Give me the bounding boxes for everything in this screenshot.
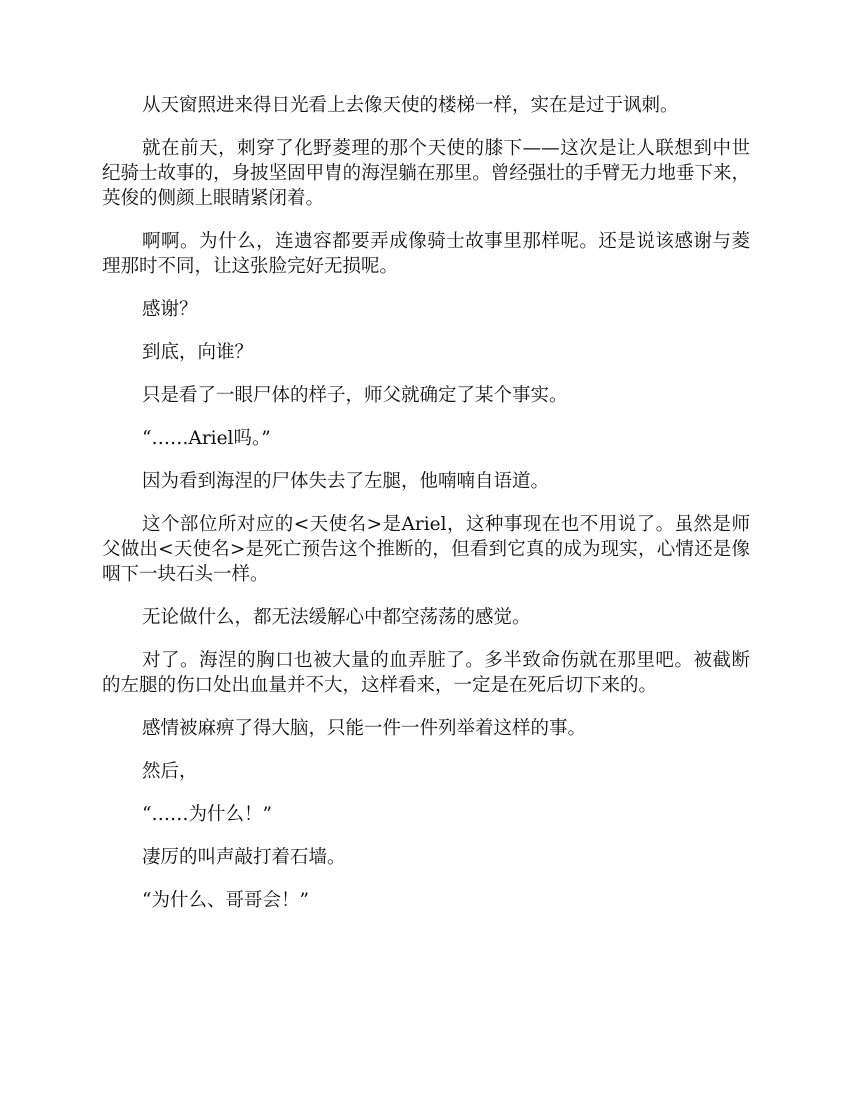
paragraph: 感情被麻痹了得大脑，只能一件一件列举着这样的事。 [142, 718, 587, 739]
dialogue-line: “……Ariel吗。” [142, 428, 271, 449]
paragraph: 从天窗照进来得日光看上去像天使的楼梯一样，实在是过于讽刺。 [142, 95, 679, 116]
paragraph: 凄厉的叫声敲打着石墙。 [142, 847, 346, 868]
paragraph: 然后， [142, 761, 198, 782]
dialogue-line: “为什么、哥哥会！” [142, 890, 309, 911]
paragraph: 只是看了一眼尸体的样子，师父就确定了某个事实。 [142, 385, 568, 406]
paragraph: 这个部位所对应的<天使名>是Ariel，这种事现在也不用说了。虽然是师父做出<天使名>是死亡预告这个推断的，但看到它真的成为现实，心情还是像咽下一块石头一样。 [102, 514, 750, 585]
paragraph: 感谢？ [142, 299, 198, 320]
paragraph: 就在前天，刺穿了化野菱理的那个天使的膝下——这次是让人联想到中世纪骑士故事的，身披坚固甲胄的海涅躺在那里。曾经强壮的手臂无力地垂下来，英俊的侧颜上眼睛紧闭着。 [102, 138, 750, 209]
paragraph: 啊啊。为什么，连遗容都要弄成像骑士故事里那样呢。还是说该感谢与菱理那时不同，让这张脸完好无损呢。 [102, 231, 750, 277]
paragraph: 无论做什么，都无法缓解心中都空荡荡的感觉。 [142, 607, 531, 628]
paragraph: 因为看到海涅的尸体失去了左腿，他喃喃自语道。 [142, 471, 550, 492]
dialogue-line: “……为什么！” [142, 804, 272, 825]
document-body [102, 93, 750, 931]
paragraph: 对了。海涅的胸口也被大量的血弄脏了。多半致命伤就在那里吧。被截断的左腿的伤口处出血量并不大，这样看来，一定是在死后切下来的。 [102, 650, 750, 696]
paragraph: 到底，向谁？ [142, 342, 254, 363]
